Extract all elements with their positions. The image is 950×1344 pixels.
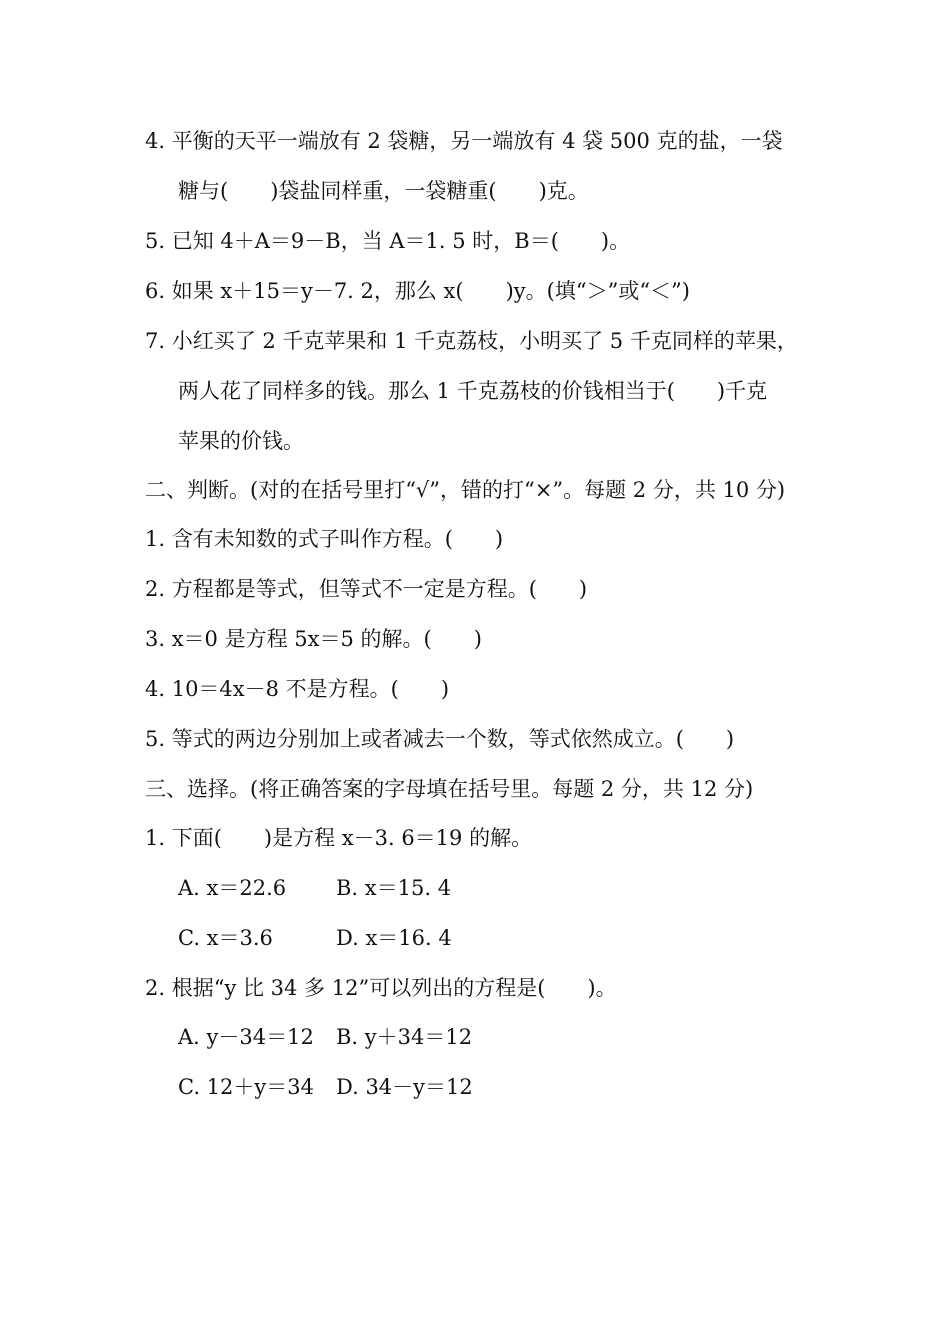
judge-item-1: 1. 含有未知数的式子叫作方程。( ): [145, 527, 504, 551]
choice-q1-option-b: B. x＝15. 4: [336, 876, 452, 900]
judge-item-4: 4. 10＝4x－8 不是方程。( ): [145, 677, 450, 701]
judge-heading: 二、判断。(对的在括号里打“√”，错的打“×”。每题 2 分，共 10 分): [145, 478, 786, 502]
choice-q1-option-a: A. x＝22.6: [178, 876, 287, 900]
judge-item-5: 5. 等式的两边分别加上或者减去一个数，等式依然成立。( ): [145, 727, 735, 751]
judge-item-2: 2. 方程都是等式，但等式不一定是方程。( ): [145, 577, 588, 601]
choice-q2-option-c: C. 12＋y＝34: [178, 1075, 314, 1099]
fill-q5: 5. 已知 4＋A＝9－B，当 A＝1. 5 时，B＝( )。: [145, 229, 631, 253]
fill-q4-line2: 糖与( )袋盐同样重，一袋糖重( )克。: [178, 179, 589, 203]
choice-q2-stem: 2. 根据“y 比 34 多 12”可以列出的方程是( )。: [145, 976, 617, 1000]
choice-q1-option-c: C. x＝3.6: [178, 926, 273, 950]
choice-q1-stem: 1. 下面( )是方程 x－3. 6＝19 的解。: [145, 826, 533, 850]
fill-q7-line2: 两人花了同样多的钱。那么 1 千克荔枝的价钱相当于( )千克: [178, 379, 768, 403]
choice-q2-option-d: D. 34－y＝12: [336, 1075, 473, 1099]
fill-q7-line3: 苹果的价钱。: [178, 429, 304, 453]
fill-q6: 6. 如果 x＋15＝y－7. 2，那么 x( )y。(填“＞”或“＜”): [145, 279, 690, 303]
choice-q2-option-b: B. y＋34＝12: [336, 1025, 473, 1049]
fill-q7-line1: 7. 小红买了 2 千克苹果和 1 千克荔枝，小明买了 5 千克同样的苹果，: [145, 329, 798, 353]
judge-item-3: 3. x＝0 是方程 5x＝5 的解。( ): [145, 627, 482, 651]
choice-q2-option-a: A. y－34＝12: [178, 1025, 314, 1049]
choice-heading: 三、选择。(将正确答案的字母填在括号里。每题 2 分，共 12 分): [145, 777, 754, 801]
choice-q1-option-d: D. x＝16. 4: [336, 926, 452, 950]
fill-q4-line1: 4. 平衡的天平一端放有 2 袋糖，另一端放有 4 袋 500 克的盐，一袋: [145, 129, 783, 153]
